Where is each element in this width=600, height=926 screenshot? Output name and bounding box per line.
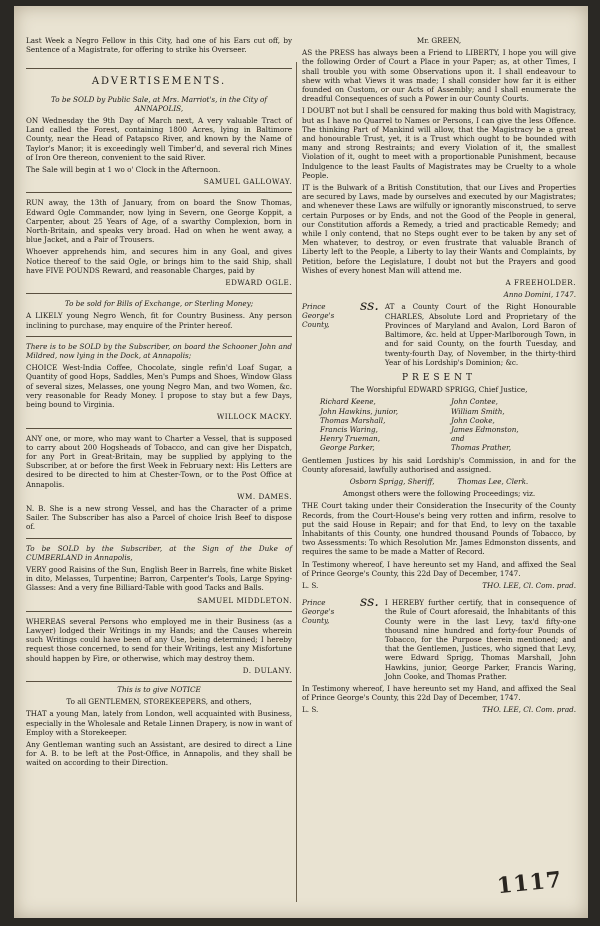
ad-notice — [26, 685, 292, 768]
ad-wench — [26, 297, 292, 337]
ad-raisins-signature: SAMUEL MIDDLETON. — [197, 595, 292, 605]
certify-block — [302, 594, 576, 684]
ad-charter — [26, 432, 292, 539]
ad-runaway-signature: EDWARD OGLE. — [225, 278, 292, 288]
present-chief-justice: The Worshipful EDWARD SPRIGG, Chief Justice, — [350, 385, 528, 395]
court-officers: Osborn Sprigg, Sheriff, Thomas Lee, Clerk. — [349, 476, 529, 486]
ad-charter-signature: WM. DAMES. — [237, 491, 292, 501]
ad-choice-signature: WILLOCK MACKY. — [216, 412, 292, 422]
court-label: Prince George's County, — [302, 302, 335, 330]
ad-whereas — [26, 615, 292, 682]
ad-land-sale-body: ON Wednesday the 9th Day of March next, A very valuable Tract of Land called the Forest, containing 1800 Acres, lying in Baltimore County, near the Head of Patapsco River, and known by the Name of Taylor's Manor; it is exceedingly well Timber'd, and several rich Mines of Iron Ore thereon, convenient to the said River. — [26, 116, 292, 162]
justice-name: William Smith, — [451, 406, 505, 416]
ad-whereas-body: WHEREAS several Persons who employed me in their Business (as a Lawyer) lodged their Writings in my Hands; and the Causes wherein such Writings could have been of any Use, being determined; I hereby request those concerned, to send for their Writings, lest any Misfortune should happen by Fire, or otherwise, which may destroy them. — [26, 616, 292, 663]
ad-raisins-body: VERY good Raisins of the Sun, English Beer in Barrels, fine white Bisket in dito, Melasses, Turpentine; Barron, Carpenter's Tools, Large Spying-Glasses: And a very fine Billiard-Table with good Tacks and Balls. — [26, 564, 292, 593]
ad-land-sale — [26, 93, 292, 194]
court-preamble — [302, 298, 576, 369]
ad-charter-nb: N. B. She is a new strong Vessel, and has the Character of a prime Sailer. The Subscriber has also a Parcel of choice Irish Beef to dispose of. — [26, 503, 292, 532]
ad-land-sale-header: To be SOLD by Public Sale, at Mrs. Marriot's, in the City of ANNAPOLIS, — [51, 94, 267, 113]
seal-ls-1: L. S. — [302, 580, 319, 590]
ad-land-sale-time: The Sale will begin at 1 wo o' Clock in the Afternoon. — [26, 165, 221, 175]
letter-paragraph-3: IT is the Bulwark of a British Constitution, that our Lives and Properties are secured by Laws, made by ourselves and executed by our Magistrates; and whenever these Laws are wilfully or ignorantly misconstrued, to serve certain Purposes or by Ends, and not the Good of the People in general, our Constitution affords a Remedy, a tried and practicable Remedy; and while I only contend, that no Steps ought ever to be taken by any set of Men whatever, to destroy, or even frustrate that valuable Branch of Liberty left to the People, a Liberty to lay their Wants and Complaints, by Petition, before the Legislature, I doubt not but the Prayers and good Wishes of every honest Man will attend me. — [302, 183, 576, 275]
court-body: AT a County Court of the Right Honourable CHARLES, Absolute Lord and Proprietary of the Provinces of Maryland and Avalon, Lord Baron of Baltimore, &c. held at Upper-Marlborough Town, in and for said County, on the fourth Tuesday, and twenty-fourth Day, of November, in the thirty-third Year of his Lordship's Dominion; &c. — [384, 302, 576, 367]
ad-wench-header: To be sold for Bills of Exchange, or Sterling Money; — [64, 299, 254, 309]
court-ss-mark-2: ss. — [360, 594, 379, 611]
court-order-body: THE Court taking under their Consideration the Insecurity of the County Records, from the Court-House's being very rotten and infirm, resolve to put the said House in Repair; and for that End, to levy on the taxable Inhabitants of this County, one hundred thousand Pounds of Tobacco, by two Assessments: To which Resolution Mr. James Edmonston dissents, and requires the same to be made a Matter of Record. — [302, 501, 576, 557]
ad-raisins — [26, 542, 292, 612]
anno-domini: Anno Domini, 1747. — [503, 290, 576, 300]
ad-runaway-reward: Whoever apprehends him, and secures him in any Goal, and gives Notice thereof to the said Ogle, or brings him to the said Ship, shall have FIVE POUNDS Reward, and reasonable Charges, paid by — [26, 247, 292, 275]
ad-notice-header: This is to give NOTICE — [117, 684, 201, 694]
certify-body: I HEREBY further certify, that in consequence of the Rule of Court aforesaid, the Inhabitants of this County were in the last Levy, tax'd fifty-one thousand nine hundred and forty-four Pounds of Tobacco, for the Purpose therein mentioned; and that the Gentlemen, Justices, who signed that Levy, were Edward Sprigg, Thomas Marshall, John Hawkins, junior, George Parker, Francis Waring, John Cooke, and Thomas Prather. — [384, 598, 576, 681]
court-ss-mark: ss. — [360, 298, 379, 315]
justice-name: John Cooke, — [451, 415, 495, 425]
justice-name: Thomas Prather, — [451, 443, 512, 453]
clerk-signature-2: THO. LEE, Cl. Com. prad. — [482, 705, 576, 715]
ad-charter-body: ANY one, or more, who may want to Charter a Vessel, that is supposed to carry about 200 Hogsheads of Tobacco, and can give her Dispatch, for any Port in Great-Britain, may be supplied by applying to the Subscriber, at or before the first Week in February next: His Letters are desired to be directed to him at Chester-Town, or to the Post Office at Annapolis. — [26, 433, 292, 489]
proceedings-intro: Amongst others were the following Proceedings; viz. — [342, 489, 536, 499]
letter-salutation: Mr. GREEN, — [416, 36, 462, 45]
court-label-2: Prince George's County, — [302, 598, 335, 626]
testimony-2: In Testimony whereof, I have hereunto set my Hand, and affixed the Seal of Prince George's County, this 22d Day of December, 1747. — [302, 684, 576, 703]
justice-name: James Edmonston, — [451, 424, 519, 434]
ad-raisins-header: To be SOLD by the Subscriber, at the Sign of the Duke of CUMBERLAND in Annapolis, — [26, 543, 292, 562]
page-number: 1117 — [495, 866, 564, 900]
newspaper-page — [14, 6, 588, 918]
ad-wench-body: A LIKELY young Negro Wench, fit for Country Business. Any person inclining to purchase, may enquire of the Printer hereof. — [26, 311, 292, 330]
ad-whereas-signature: D. DULANY. — [242, 665, 292, 675]
justice-name: Francis Waring, — [320, 424, 378, 434]
letter-paragraph-1: AS the PRESS has always been a Friend to LIBERTY, I hope you will give the following Order of Court a Place in your Paper; as, at other Times, I shall trouble you with some Observations upon it. I shall endeavour to shew with what Views it was made; I shall consider how far it is either founded on Custom, or our Acts of Assembly; and I shall enumerate the dreadful Consequences of such a Power in our County Courts. — [302, 48, 576, 104]
right-column — [302, 36, 576, 715]
ad-notice-body: THAT a young Man, lately from London, well acquainted with Business, especially in the Wholesale and Retale Linnen Drapery, is now in want of Employ with a Storekeeper. — [26, 709, 292, 737]
justice-name: Richard Keene, — [320, 397, 376, 407]
letter-signature: A FREEHOLDER. — [505, 278, 576, 288]
justice-name: Thomas Marshall, — [320, 415, 386, 425]
justice-name: John Contee, — [451, 397, 498, 407]
testimony-1: In Testimony whereof, I have hereunto set my Hand, and affixed the Seal of Prince George's County, this 22d Day of December, 1747. — [302, 559, 576, 578]
ad-choice-body: CHOICE West-India Coffee, Chocolate, single refin'd Loaf Sugar, a Quantity of good Hops, Saddles, Men's Pumps and Shoes, Window Glass of several sizes, Melasses, one young Negro Man, and two Women, &c. very reasonable for Ready Money. I propose to stay but a few Days, being bound to Virginia. — [26, 363, 292, 410]
present-tail: Gentlemen Justices by his said Lordship's Commission, in and for the County aforesaid, lawfully authorised and assigned. — [302, 455, 576, 474]
left-column — [26, 36, 292, 771]
ad-land-sale-signature: SAMUEL GALLOWAY. — [203, 177, 292, 187]
ad-choice-goods — [26, 340, 292, 429]
ad-choice-header: There is to be SOLD by the Subscriber, on board the Schooner John and Mildred, now lying in the Dock, at Annapolis; — [26, 341, 292, 361]
justice-name: Henry Trueman, — [320, 434, 381, 444]
justice-name: George Parker, — [320, 443, 375, 453]
justice-name: and — [451, 434, 465, 444]
column-divider — [296, 62, 297, 902]
ad-notice-sub: To all GENTLEMEN, STOREKEEPERS, and others, — [66, 697, 252, 707]
ad-notice-body2: Any Gentleman wanting such an Assistant, are desired to direct a Line for A. B. to be left at the Post-Office, in Annapolis, and they shall be waited on according to their Direction. — [26, 739, 292, 768]
seal-line-2 — [302, 705, 576, 714]
advertisements-heading: ADVERTISEMENTS. — [26, 68, 292, 86]
ad-runaway — [26, 196, 292, 294]
justices-list — [320, 397, 576, 452]
ad-runaway-body: RUN away, the 13th of January, from on board the Snow Thomas, Edward Ogle Commander, now lying in Severn, one George Koppit, a Carpenter, about 25 Years of Age, of a swarthy Complexion, born in North-Britain, and speaks very broad. Had on when he went away, a blue Jacket, and a Pair of Trousers. — [26, 198, 292, 245]
justice-name: John Hawkins, junior, — [320, 406, 399, 416]
clerk-signature-1: THO. LEE, Cl. Com. prad. — [482, 580, 576, 590]
letter-paragraph-2: I DOUBT not but I shall be censured for making thus bold with Magistracy, but as I have no Quarrel to Names or Persons, I can give the less Offence. The thinking Part of Mankind will allow, that the Magistracy be a great and honourable Trust, yet, it is a Trust which ought to be bounded with many and strong Restraints; and every Violation of it, the smallest Violation of it, ought to meet with a proportionable Punishment, because Indulgence to the least Faults of Magistrates may be Cruelty to a whole People. — [302, 106, 576, 180]
present-heading: PRESENT — [401, 372, 476, 383]
seal-ls-2: L. S. — [302, 705, 319, 715]
negro-notice: Last Week a Negro Fellow in this City, had one of his Ears cut off, by Sentence of a Magistrate, for offering to strike his Overseer. — [26, 36, 292, 55]
seal-line-1 — [302, 581, 576, 590]
